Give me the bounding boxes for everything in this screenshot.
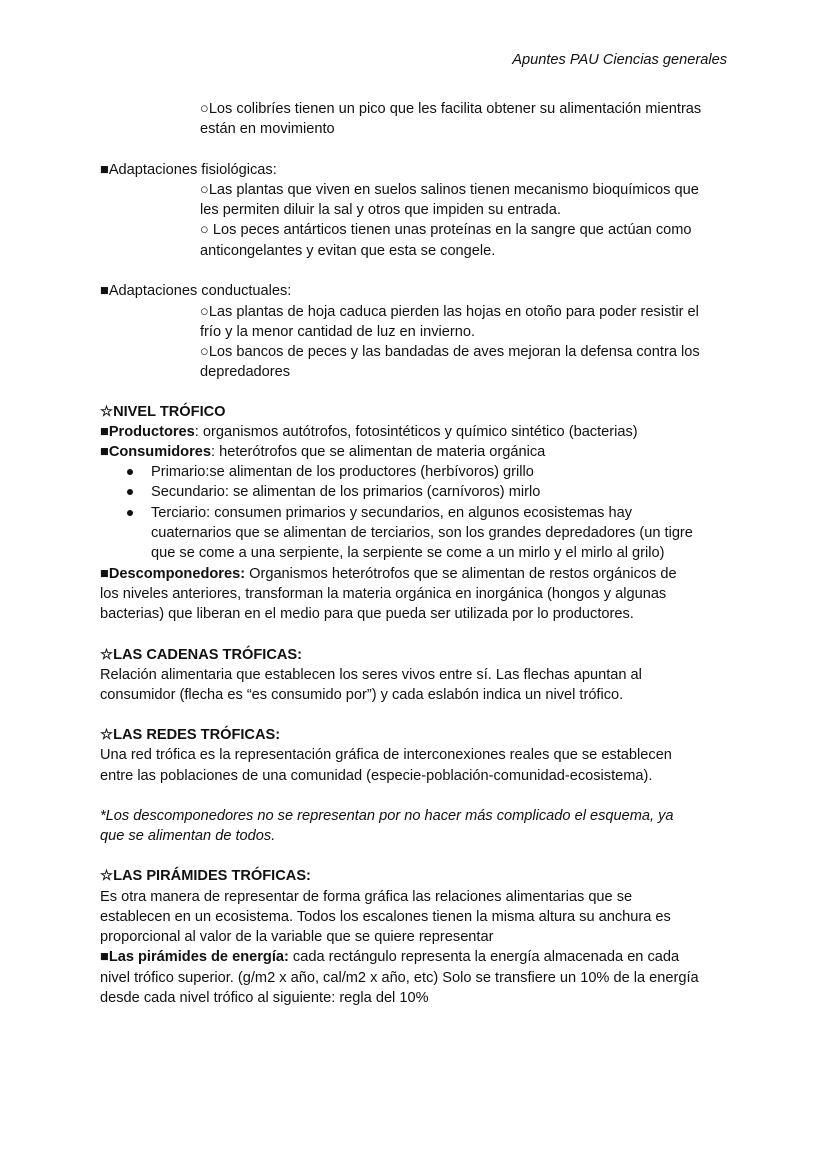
- fisio-title: ■Adaptaciones fisiológicas:: [100, 162, 277, 178]
- piramides-line-2: establecen en un ecosistema. Todos los escalones tienen la misma altura su anchura es: [100, 909, 671, 925]
- cadenas-title: ☆LAS CADENAS TRÓFICAS:: [100, 647, 302, 663]
- bullet-icon: [127, 469, 133, 475]
- bullet-icon: [127, 510, 133, 516]
- redes-note-line-1: *Los descomponedores no se representan por no hacer más complicado el esquema, ya: [100, 808, 674, 824]
- terciario-line-2: cuaternarios que se alimentan de terciarios, son los grandes depredadores (un tigre: [151, 525, 693, 541]
- terciario-line-3: que se come a una serpiente, la serpiente se come a un mirlo y el mirlo al grilo): [151, 545, 665, 561]
- colibries-line-2: están en movimiento: [200, 121, 335, 137]
- consumidores-line: ■Consumidores: heterótrofos que se alimentan de materia orgánica: [100, 444, 546, 460]
- descomponedores-line-3: bacterias) que liberan en el medio para que pueda ser utilizada por lo productores.: [100, 606, 634, 622]
- productores-label: ■Productores: [100, 424, 195, 440]
- descomponedores-line: ■Descomponedores: Organismos heterótrofos que se alimentan de restos orgánicos de: [100, 566, 677, 582]
- conduct-b-line-1: ○Los bancos de peces y las bandadas de aves mejoran la defensa contra los: [200, 344, 700, 360]
- colibries-line-1: ○Los colibríes tienen un pico que les facilita obtener su alimentación mientras: [200, 101, 702, 117]
- primario-item: Primario:se alimentan de los productores (herbívoros) grillo: [151, 464, 534, 480]
- nivel-title: ☆NIVEL TRÓFICO: [100, 404, 226, 420]
- fisio-b-line-2: anticongelantes y evitan que esta se congele.: [200, 243, 496, 259]
- bullet-icon: [127, 489, 133, 495]
- secundario-item: Secundario: se alimentan de los primarios (carnívoros) mirlo: [151, 484, 541, 500]
- terciario-line-1: Terciario: consumen primarios y secundarios, en algunos ecosistemas hay: [151, 505, 633, 521]
- page-header: Apuntes PAU Ciencias generales: [512, 52, 727, 68]
- redes-note-line-2: que se alimentan de todos.: [100, 828, 276, 844]
- conduct-b-line-2: depredadores: [200, 364, 291, 380]
- piramides-line-1: Es otra manera de representar de forma gráfica las relaciones alimentarias que se: [100, 889, 633, 905]
- energia-label: ■Las pirámides de energía:: [100, 949, 289, 965]
- descomponedores-line-2: los niveles anteriores, transforman la materia orgánica en inorgánica (hongos y algunas: [100, 586, 667, 602]
- cadenas-line-1: Relación alimentaria que establecen los seres vivos entre sí. Las flechas apuntan al: [100, 667, 642, 683]
- consumidores-label: ■Consumidores: [100, 444, 211, 460]
- fisio-a-line-2: les permiten diluir la sal y otros que impiden su entrada.: [200, 202, 561, 218]
- redes-line-2: entre las poblaciones de una comunidad (especie-población-comunidad-ecosistema).: [100, 768, 653, 784]
- fisio-b-line-1: ○ Los peces antárticos tienen unas proteínas en la sangre que actúan como: [200, 222, 692, 238]
- conduct-a-line-2: frío y la menor cantidad de luz en invierno.: [200, 324, 476, 340]
- productores-line: ■Productores: organismos autótrofos, fotosintéticos y químico sintético (bacterias): [100, 424, 638, 440]
- energia-line: ■Las pirámides de energía: cada rectángulo representa la energía almacenada en cada: [100, 949, 680, 965]
- cadenas-line-2: consumidor (flecha es “es consumido por”) y cada eslabón indica un nivel trófico.: [100, 687, 624, 703]
- energia-line-2: nivel trófico superior. (g/m2 x año, cal/m2 x año, etc) Solo se transfiere un 10% de la energía: [100, 970, 699, 986]
- fisio-a-line-1: ○Las plantas que viven en suelos salinos tienen mecanismo bioquímicos que: [200, 182, 699, 198]
- descomponedores-label: ■Descomponedores:: [100, 566, 246, 582]
- redes-title: ☆LAS REDES TRÓFICAS:: [100, 727, 281, 743]
- energia-line-3: desde cada nivel trófico al siguiente: regla del 10%: [100, 990, 429, 1006]
- piramides-title: ☆LAS PIRÁMIDES TRÓFICAS:: [100, 868, 311, 884]
- conduct-a-line-1: ○Las plantas de hoja caduca pierden las hojas en otoño para poder resistir el: [200, 304, 699, 320]
- piramides-line-3: proporcional al valor de la variable que se quiere representar: [100, 929, 494, 945]
- redes-line-1: Una red trófica es la representación gráfica de interconexiones reales que se establecen: [100, 747, 672, 763]
- conduct-title: ■Adaptaciones conductuales:: [100, 283, 292, 299]
